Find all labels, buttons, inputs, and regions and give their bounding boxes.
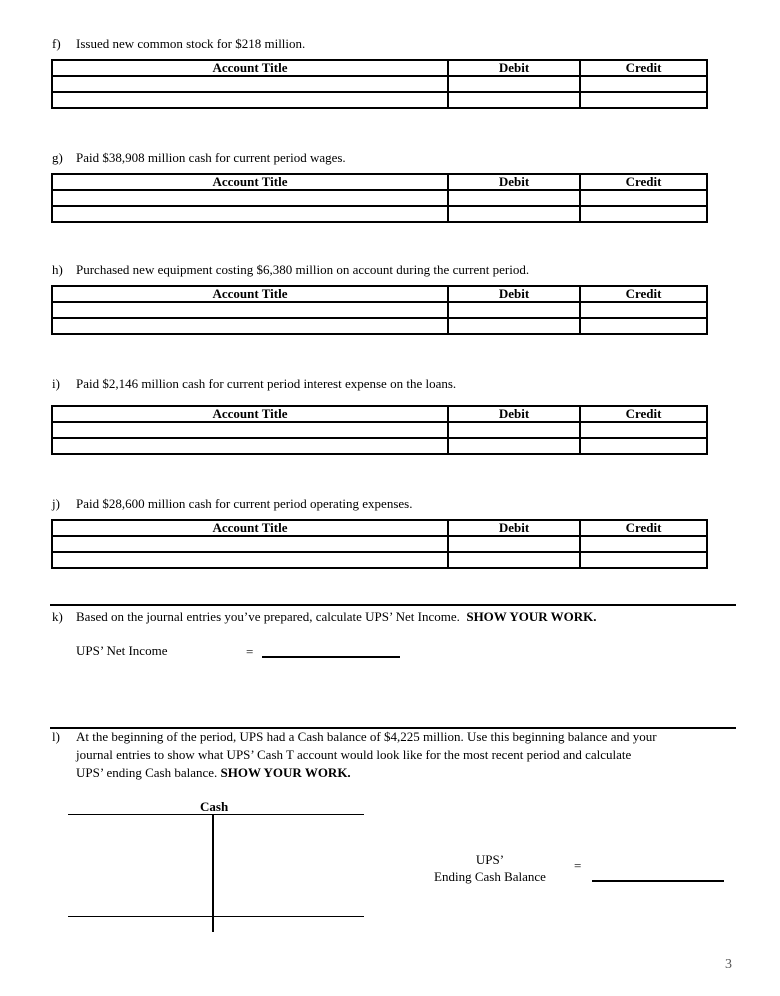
debit-header: Debit [448, 520, 580, 536]
table-row[interactable] [52, 552, 707, 568]
table-row[interactable] [52, 92, 707, 108]
ending-cash-answer-line[interactable] [592, 880, 724, 882]
question-f [52, 36, 305, 52]
ending-cash-label-line-1: UPS’ [475, 852, 505, 867]
question-text: Based on the journal entries you’ve prepared, calculate UPS’ Net Income. [76, 609, 460, 624]
account-cell[interactable] [52, 438, 448, 454]
debit-cell[interactable] [448, 536, 580, 552]
question-label: f) [52, 36, 61, 51]
question-label: h) [52, 262, 63, 277]
credit-header: Credit [580, 60, 707, 76]
account-cell[interactable] [52, 536, 448, 552]
question-i [52, 376, 456, 392]
equals-sign: = [246, 644, 254, 659]
table-header-row [52, 520, 707, 536]
net-income-label: UPS’ Net Income [76, 643, 168, 658]
credit-cell[interactable] [580, 206, 707, 222]
table-row[interactable] [52, 76, 707, 92]
table-row[interactable] [52, 422, 707, 438]
account-cell[interactable] [52, 206, 448, 222]
debit-header: Debit [448, 406, 580, 422]
credit-cell[interactable] [580, 318, 707, 334]
credit-header: Credit [580, 406, 707, 422]
section-divider [50, 604, 736, 606]
table-header-row [52, 174, 707, 190]
question-label: l) [52, 729, 60, 744]
table-row[interactable] [52, 190, 707, 206]
table-row[interactable] [52, 206, 707, 222]
credit-cell[interactable] [580, 190, 707, 206]
question-h [52, 262, 529, 278]
debit-cell[interactable] [448, 318, 580, 334]
debit-header: Debit [448, 60, 580, 76]
credit-cell[interactable] [580, 92, 707, 108]
account-cell[interactable] [52, 302, 448, 318]
account-title-header: Account Title [52, 406, 448, 422]
question-text: Paid $2,146 million cash for current period interest expense on the loans. [76, 376, 457, 391]
question-text-line-1: At the beginning of the period, UPS had a Cash balance of $4,225 million. Use this beginning balance and your [76, 729, 657, 744]
debit-cell[interactable] [448, 76, 580, 92]
table-header-row [52, 406, 707, 422]
debit-header: Debit [448, 174, 580, 190]
credit-cell[interactable] [580, 552, 707, 568]
account-cell[interactable] [52, 318, 448, 334]
question-text-line-2: journal entries to show what UPS’ Cash T account would look like for the most recent period and calculate [76, 747, 632, 762]
account-title-header: Account Title [52, 174, 448, 190]
question-label: g) [52, 150, 63, 165]
account-cell[interactable] [52, 552, 448, 568]
equals-sign: = [574, 858, 582, 873]
question-text: Paid $38,908 million cash for current period wages. [76, 150, 346, 165]
credit-cell[interactable] [580, 76, 707, 92]
account-cell[interactable] [52, 190, 448, 206]
journal-table-i [51, 405, 708, 455]
question-j [52, 496, 412, 512]
question-text-line-3 [76, 765, 351, 781]
emphasis-text: SHOW YOUR WORK. [466, 609, 597, 624]
question-text: Purchased new equipment costing $6,380 million on account during the current period. [76, 262, 530, 277]
journal-table-g [51, 173, 708, 223]
table-row[interactable] [52, 302, 707, 318]
debit-cell[interactable] [448, 438, 580, 454]
net-income-answer-line[interactable] [262, 656, 400, 658]
question-label: k) [52, 609, 63, 624]
account-cell[interactable] [52, 76, 448, 92]
credit-header: Credit [580, 174, 707, 190]
t-account-title: Cash [200, 799, 229, 814]
table-header-row [52, 286, 707, 302]
t-account-top-line [68, 814, 364, 815]
credit-cell[interactable] [580, 536, 707, 552]
account-title-header: Account Title [52, 520, 448, 536]
debit-cell[interactable] [448, 206, 580, 222]
question-label: i) [52, 376, 60, 391]
debit-cell[interactable] [448, 552, 580, 568]
credit-cell[interactable] [580, 422, 707, 438]
account-cell[interactable] [52, 422, 448, 438]
account-cell[interactable] [52, 92, 448, 108]
question-g [52, 150, 346, 166]
table-row[interactable] [52, 318, 707, 334]
debit-header: Debit [448, 286, 580, 302]
journal-table-h [51, 285, 708, 335]
t-account-center-line [212, 815, 214, 932]
question-label: j) [52, 496, 60, 511]
table-row[interactable] [52, 536, 707, 552]
question-k [52, 609, 596, 625]
debit-cell[interactable] [448, 92, 580, 108]
ending-cash-label [426, 851, 554, 885]
question-text: Paid $28,600 million cash for current period operating expenses. [76, 496, 413, 511]
credit-header: Credit [580, 520, 707, 536]
emphasis-text: SHOW YOUR WORK. [220, 765, 351, 780]
debit-cell[interactable] [448, 302, 580, 318]
account-title-header: Account Title [52, 60, 448, 76]
debit-cell[interactable] [448, 422, 580, 438]
credit-cell[interactable] [580, 438, 707, 454]
t-account-bottom-line [68, 916, 364, 917]
table-header-row [52, 60, 707, 76]
question-text: UPS’ ending Cash balance. [76, 765, 218, 780]
debit-cell[interactable] [448, 190, 580, 206]
journal-table-j [51, 519, 708, 569]
account-title-header: Account Title [52, 286, 448, 302]
question-text: Issued new common stock for $218 million. [76, 36, 306, 51]
credit-header: Credit [580, 286, 707, 302]
ending-cash-label-line-2: Ending Cash Balance [434, 869, 546, 884]
credit-cell[interactable] [580, 302, 707, 318]
journal-table-f [51, 59, 708, 109]
table-row[interactable] [52, 438, 707, 454]
page-number: 3 [725, 957, 732, 972]
